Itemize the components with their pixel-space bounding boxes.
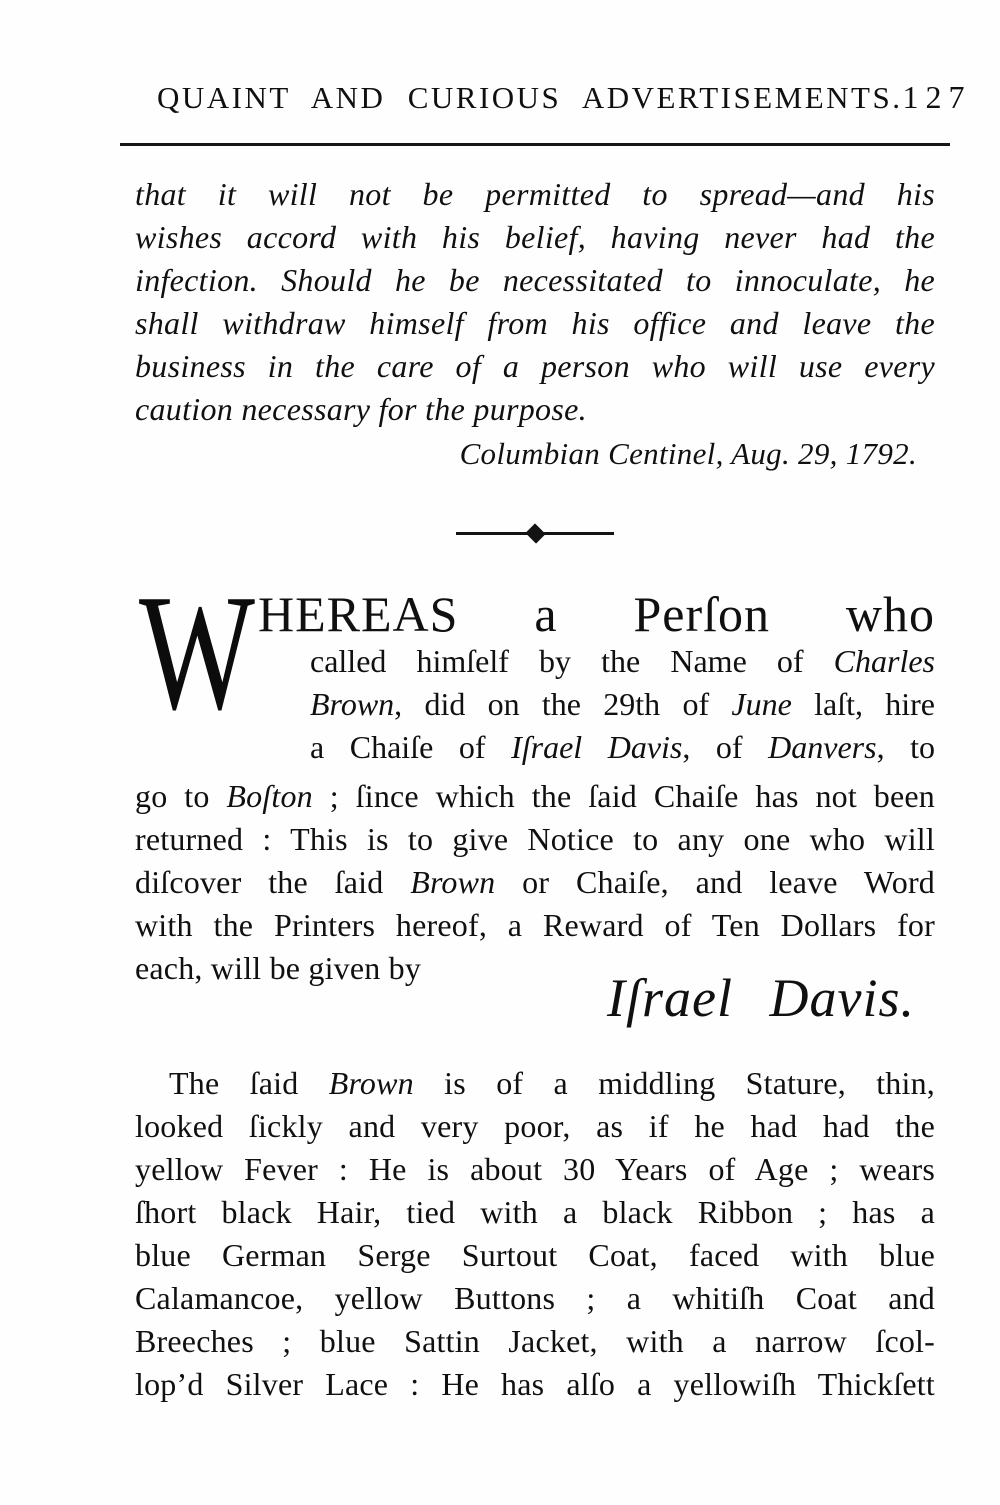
text-run: looked ſickly and very poor, as if he had had the (135, 1108, 935, 1144)
opening-text-column (258, 588, 935, 769)
text-run: business in the care of a person who will use every (135, 348, 935, 384)
italic-run: June (731, 686, 792, 722)
italic-run: Brown (310, 686, 395, 722)
text-line (135, 1320, 935, 1363)
divider-rule-right (542, 532, 615, 535)
text-run: laſt, hire (791, 686, 936, 722)
italic-run: Boſton (226, 778, 313, 814)
italic-run: Brown (410, 864, 496, 900)
italic-run: Danvers (768, 729, 877, 765)
running-title: QUAINT AND CURIOUS ADVERTISEMENTS. (157, 80, 903, 115)
text-run: or Chaiſe, and leave Word (495, 864, 935, 900)
section-divider (456, 522, 614, 544)
text-line (135, 388, 935, 431)
text-line (135, 1234, 935, 1277)
text-run: that it will not be permitted to spread—and his (135, 176, 935, 212)
text-run: shall withdraw himself from his office and leave the (135, 305, 935, 341)
header-rule (120, 143, 950, 146)
signature: Iſrael Davis. (607, 968, 915, 1028)
drop-cap-w: W (139, 560, 255, 744)
citation-line (135, 432, 935, 476)
text-line (135, 259, 935, 302)
diamond-ornament-icon (525, 523, 545, 543)
text-line (135, 1105, 935, 1148)
text-run: yellow Fever : He is about 30 Years of Age ; wears (135, 1151, 935, 1187)
text-line (135, 173, 935, 216)
text-run: The ſaid (169, 1065, 329, 1101)
text-run: go to (135, 778, 227, 814)
text-run: each, will be given by (135, 950, 422, 986)
first-ad-text (135, 173, 935, 431)
text-run: returned : This is to give Notice to any one who will (135, 821, 935, 857)
text-line (135, 904, 935, 947)
first-advertisement (135, 173, 935, 476)
text-run: infection. Should he be necessitated to innoculate, he (135, 262, 935, 298)
text-line (310, 640, 935, 683)
text-run: , Aug. 29, 1792. (715, 436, 917, 471)
text-run: , of (682, 729, 769, 765)
italic-run: Iſrael Davis (511, 729, 683, 765)
text-run: blue German Serge Surtout Coat, faced with blue (135, 1237, 935, 1273)
text-run: Calamancoe, yellow Buttons ; a whitiſh Coat and (135, 1280, 935, 1316)
text-line (310, 683, 935, 726)
text-run: diſcover the ſaid (135, 864, 411, 900)
text-run: caution necessary for the purpose. (135, 391, 587, 427)
text-line (310, 726, 935, 769)
text-run: a Chaiſe of (310, 729, 512, 765)
italic-run: Columbian Centinel (459, 436, 716, 471)
description-paragraph (135, 1062, 935, 1406)
italic-run: Charles (833, 643, 935, 679)
opening-indented-lines (258, 640, 935, 769)
text-line (135, 302, 935, 345)
text-line (135, 216, 935, 259)
text-line (135, 775, 935, 818)
text-run: is of a middling Stature, thin, (413, 1065, 935, 1101)
text-run: , to (876, 729, 936, 765)
text-run: HEREAS a Perſon who (258, 586, 935, 642)
second-advertisement (135, 560, 936, 1030)
text-run: wishes accord with his belief, having never had the (135, 219, 935, 255)
italic-run: Brown (328, 1065, 414, 1101)
text-line (135, 1363, 935, 1406)
text-line (135, 1277, 935, 1320)
text-line (135, 861, 935, 904)
text-run: ſhort black Hair, tied with a black Ribbon ; has a (135, 1194, 935, 1230)
text-run: , did on the 29th of (394, 686, 732, 722)
opening-first-line (258, 588, 935, 640)
divider-rule-left (456, 532, 529, 535)
text-line (135, 818, 935, 861)
second-ad-body (135, 775, 935, 990)
text-run: ; ſince which the ſaid Chaiſe has not been (312, 778, 935, 814)
running-header (135, 79, 972, 115)
text-run: with the Printers hereof, a Reward of Ten Dollars for (135, 907, 935, 943)
text-line (135, 1062, 935, 1105)
whereas-opening (135, 560, 936, 769)
text-run: called himſelf by the Name of (310, 643, 834, 679)
description-text (135, 1062, 935, 1406)
text-line (135, 1148, 935, 1191)
text-line (135, 1191, 935, 1234)
text-line (135, 345, 935, 388)
text-run: Breeches ; blue Sattin Jacket, with a narrow ſcol- (135, 1323, 935, 1359)
page-number: 127 (902, 79, 972, 115)
drop-cap-box (135, 560, 258, 769)
text-run: lop’d Silver Lace : He has alſo a yellowiſh Thickſett (135, 1366, 935, 1402)
